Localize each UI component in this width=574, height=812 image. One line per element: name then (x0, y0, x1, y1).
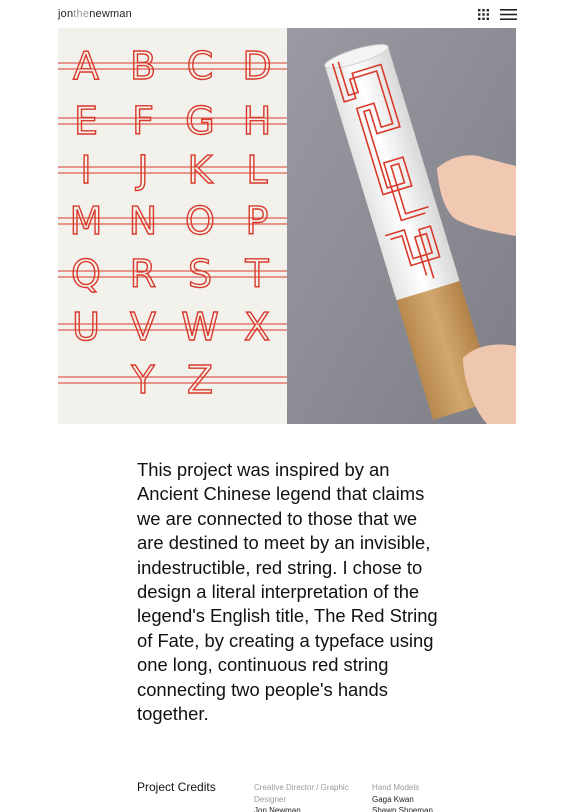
logo-part-the: the (73, 8, 90, 20)
alphabet-letter: U (72, 305, 100, 349)
alphabet-letter: H (242, 99, 272, 143)
alphabet-letter: D (242, 44, 272, 88)
alphabet-letter: A (73, 44, 99, 88)
alphabet-letter: W (181, 305, 219, 349)
alphabet-letter: G (185, 99, 215, 143)
alphabet-letter: Q (71, 252, 101, 296)
alphabet-poster (58, 28, 287, 424)
project-description: This project was inspired by an Ancient Chinese legend that claims we are connected to those that we are destined to meet by an invisible, indestructible, red string. I chose to design a literal interpretation of the legend's English title, The Red String of Fate, by creating a typeface using one long, continuous red string connecting two people's hands together. (137, 459, 438, 725)
tube-illustration (287, 28, 516, 424)
alphabet-letter: P (245, 199, 269, 243)
alphabet-letter: M (69, 199, 103, 243)
credit-role: Creative Director / Graphic Designer (254, 783, 349, 804)
hamburger-menu-icon[interactable] (500, 9, 517, 20)
alphabet-letter: T (245, 252, 269, 296)
red-string-alphabet (58, 28, 287, 424)
alphabet-letter: N (128, 199, 158, 243)
alphabet-letter: L (246, 148, 268, 192)
logo-part-newman: newman (89, 8, 132, 20)
alphabet-letter: E (73, 99, 99, 143)
site-logo[interactable] (58, 7, 132, 21)
alphabet-letter: R (129, 252, 157, 296)
alphabet-letter: X (243, 305, 271, 349)
alphabet-letter: C (186, 44, 214, 88)
alphabet-letter: S (187, 252, 213, 296)
logo-part-jon: jon (58, 8, 74, 20)
alphabet-letter: Y (131, 358, 155, 402)
credit-person: Shawn Shoeman (372, 806, 433, 812)
grid-icon[interactable] (478, 9, 489, 20)
alphabet-letter: J (137, 148, 149, 192)
alphabet-letter: B (129, 44, 157, 88)
credit-role: Hand Models (372, 783, 420, 792)
credit-person: Jon Newman (254, 806, 301, 812)
credit-hand-models (372, 782, 462, 812)
top-navigation-bar (0, 0, 574, 28)
credit-creative-director (254, 782, 366, 812)
alphabet-letter: F (132, 99, 154, 143)
alphabet-letter: O (185, 199, 215, 243)
credit-person: Gaga Kwan (372, 794, 414, 804)
alphabet-letter: I (80, 148, 92, 192)
project-credits-heading: Project Credits (137, 780, 216, 794)
tube-photo (287, 28, 516, 424)
alphabet-letter: Z (186, 358, 214, 402)
project-hero-image (58, 28, 516, 424)
alphabet-letter: K (187, 148, 213, 192)
alphabet-letter: V (130, 305, 156, 349)
